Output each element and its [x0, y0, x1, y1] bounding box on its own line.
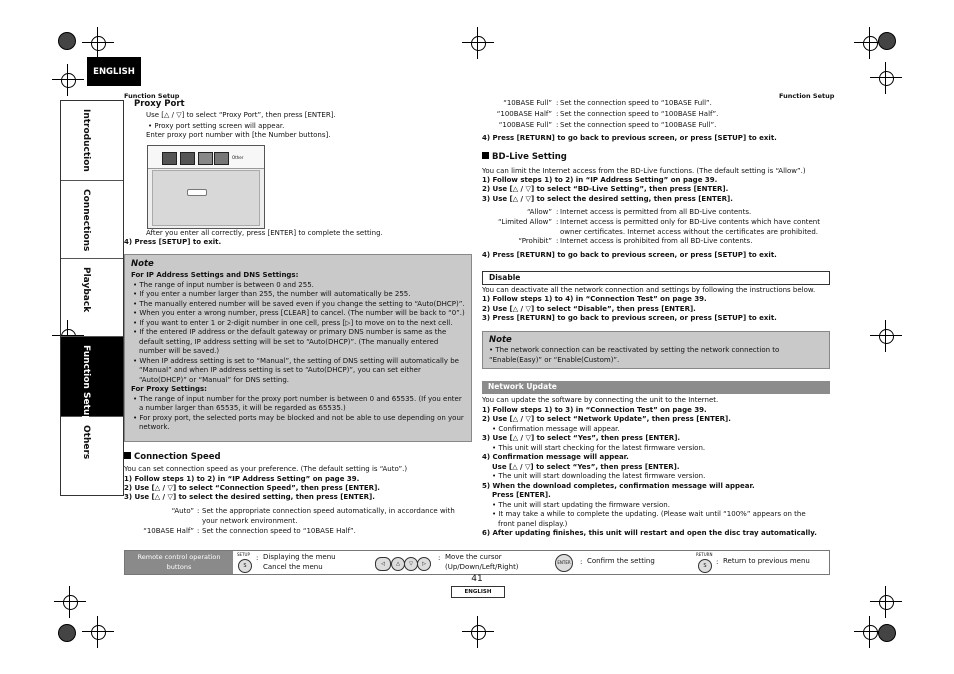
tab-introduction[interactable]: Introduction [61, 101, 123, 181]
cs-option-key: “100BASE Full” [498, 121, 552, 129]
proxy-port-enter: Enter proxy port number with [the Number buttons]. [146, 131, 331, 139]
tab-function-setup[interactable]: Function Setup [61, 337, 123, 417]
chapter-tabs [60, 100, 124, 496]
registration-mark-icon [88, 622, 108, 642]
note-subheading: For IP Address Settings and DNS Settings: [131, 271, 299, 279]
menu-icon [214, 152, 229, 165]
connection-speed-heading: Connection Speed [124, 452, 221, 462]
screen-other-label: Other [232, 155, 244, 160]
enter-button-icon: ENTER [555, 554, 573, 572]
colon: : [556, 121, 559, 129]
network-update-line: • The unit will start updating the firmware version. [492, 500, 670, 509]
bd-step: 1) Follow steps 1) to 2) in “IP Address Setting” on page 39. [482, 176, 718, 184]
note-item: • The manually entered number will be saved even if you change the setting to “Auto(DHCP)”. [133, 299, 465, 308]
bd-step4: 4) Press [RETURN] to go back to previous screen, or press [SETUP] to exit. [482, 251, 777, 259]
note-item: • The range of input number for the proxy port number is between 0 and 65535. (If you enter a number larger than 65535, it will be regarded as 65535.) [133, 394, 462, 412]
tab-others[interactable]: Others [81, 425, 91, 460]
disable-step: 1) Follow steps 1) to 4) in “Connection Test” on page 39. [482, 295, 707, 303]
network-update-line: • Confirmation message will appear. [492, 424, 620, 433]
network-update-line: You can update the software by connecting the unit to the Internet. [482, 396, 719, 404]
return-desc: Return to previous menu [723, 557, 810, 565]
disable-step: 3) Press [RETURN] to go back to previous screen, or press [SETUP] to exit. [482, 314, 777, 322]
cs-option-desc: Set the connection speed to “10BASE Full”. [560, 99, 712, 107]
note-item: • If you enter a number larger than 255, the number will automatically be 255. [133, 290, 411, 298]
registration-disc-icon [878, 32, 896, 50]
right-button-icon: ▷ [417, 557, 431, 571]
network-update-line: • The unit will start downloading the latest firmware version. [492, 472, 706, 480]
colon: : [556, 99, 559, 107]
bd-option-desc: Internet access is permitted only for BD-Live contents which have content owner certificates. Internet access without the certificates are prohibited. [560, 218, 820, 236]
bd-live-intro: You can limit the Internet access from the BD-Live functions. (The default setting is “Allow”.) [482, 167, 806, 175]
bd-step: 3) Use [△ / ▽] to select the desired setting, then press [ENTER]. [482, 195, 733, 203]
menu-icon [162, 152, 177, 165]
colon: : [556, 218, 559, 226]
menu-icon [180, 152, 195, 165]
note-item: • The range of input number is between 0 and 255. [133, 280, 314, 289]
registration-mark-icon [468, 33, 488, 53]
left-button-icon: ◁ [375, 557, 391, 571]
menu-icon [198, 152, 213, 165]
cs-option-desc: Set the connection speed to “10BASE Half”. [202, 527, 356, 535]
network-update-line: • It may take a while to complete the updating. (Please wait until “100%” appears on the front panel display.) [492, 510, 806, 528]
note-item: • If the entered IP address or the default gateway or primary DNS number is same as the default setting, IP address setting will be set to “Auto(DHCP)”. (The manually entered number will be saved.) [133, 328, 447, 355]
section-header-left: Function Setup [124, 92, 180, 100]
note-item: • If you want to enter 1 or 2-digit number in one cell, press [▷] to move on to the next cell. [133, 318, 453, 327]
bd-step: 2) Use [△ / ▽] to select “BD-Live Setting”, then press [ENTER]. [482, 185, 729, 193]
registration-mark-icon [58, 70, 78, 90]
return-button-icon: S [698, 559, 712, 573]
cs-option-desc: Set the connection speed to “100BASE Full”. [560, 121, 717, 129]
cs-step: 1) Follow steps 1) to 2) in “IP Address Setting” on page 39. [124, 475, 360, 483]
cs-step4: 4) Press [RETURN] to go back to previous screen, or press [SETUP] to exit. [482, 134, 777, 142]
network-update-line: 2) Use [△ / ▽] to select “Network Update”, then press [ENTER]. [482, 415, 731, 423]
screen-body [152, 170, 260, 226]
cs-option-key: “10BASE Half” [143, 527, 194, 535]
page-number: 41 [471, 574, 483, 584]
registration-mark-icon [876, 68, 896, 88]
return-button-label: RETURN [696, 552, 713, 557]
port-input-field [187, 189, 207, 196]
colon: : [197, 507, 200, 515]
bd-option-desc: Internet access is permitted from all BD-Live contents. [560, 208, 752, 216]
network-update-heading: Network Update [482, 381, 830, 394]
proxy-port-instruction: Use [△ / ▽] to select “Proxy Port”, then press [ENTER]. [146, 111, 336, 119]
registration-disc-icon [878, 624, 896, 642]
remote-operation-label: Remote control operation buttons [125, 551, 233, 574]
network-update-line: 6) After updating finishes, this unit will restart and open the disc tray automatically. [482, 529, 817, 537]
network-update-line: 1) Follow steps 1) to 3) in “Connection Test” on page 39. [482, 405, 707, 414]
cs-option-key: “100BASE Half” [496, 110, 552, 118]
setup-button-icon: S [238, 559, 252, 573]
registration-mark-icon [88, 33, 108, 53]
registration-mark-icon [860, 33, 880, 53]
connection-speed-intro: You can set connection speed as your preference. (The default setting is “Auto”.) [124, 465, 408, 473]
language-badge: ENGLISH [87, 57, 141, 86]
registration-mark-icon [468, 622, 488, 642]
network-update-line: Use [△ / ▽] to select “Yes”, then press [ENTER]. [492, 462, 680, 471]
note-subheading: For Proxy Settings: [131, 385, 207, 393]
colon: : [716, 558, 719, 566]
bd-option-desc: Internet access is prohibited from all BD-Live contents. [560, 237, 753, 245]
note-item: • When you enter a wrong number, press [CLEAR] to cancel. (The number will be back to “0”.) [133, 309, 465, 317]
proxy-port-screen-image [147, 145, 265, 229]
enter-desc: Confirm the setting [587, 557, 655, 565]
tab-connections[interactable]: Connections [61, 181, 123, 259]
proxy-port-step4: 4) Press [SETUP] to exit. [124, 238, 222, 246]
registration-mark-icon [876, 326, 896, 346]
setup-desc: Displaying the menu Cancel the menu [263, 553, 336, 571]
colon: : [438, 554, 441, 562]
cs-option-desc: Set the appropriate connection speed automatically, in accordance with your network environment. [202, 507, 455, 525]
cs-option-key: “10BASE Full” [503, 99, 552, 107]
setup-button-label: SETUP [237, 552, 250, 557]
colon: : [256, 554, 259, 562]
network-update-line: • This unit will start checking for the latest firmware version. [492, 443, 706, 452]
page-language: ENGLISH [451, 586, 505, 598]
remote-operation-bar [124, 550, 830, 575]
bd-live-heading: BD-Live Setting [482, 152, 567, 162]
network-update-line: 5) When the download completes, confirmation message will appear. [482, 481, 755, 490]
cs-option-key: “Auto” [171, 507, 194, 515]
note-item: • The network connection can be reactivated by setting the network connection to “Enable(Easy)” or “Enable(Custom)”. [489, 346, 780, 364]
registration-disc-icon [58, 32, 76, 50]
colon: : [556, 237, 559, 245]
registration-mark-icon [876, 592, 896, 612]
cursor-desc: Move the cursor (Up/Down/Left/Right) [445, 553, 519, 571]
colon: : [556, 110, 559, 118]
bd-option-key: “Allow” [526, 208, 552, 216]
square-bullet-icon [482, 152, 489, 159]
note-item: • When IP address setting is set to “Manual”, the setting of DNS setting will automatically be “Manual” and when IP address setting is set to “Auto(DHCP)”, you can set either “Auto(DHCP)” or “Manual” for DNS setting. [133, 356, 459, 384]
disable-step: 2) Use [△ / ▽] to select “Disable”, then press [ENTER]. [482, 305, 696, 313]
cs-option-desc: Set the connection speed to “100BASE Half”. [560, 110, 719, 118]
registration-mark-icon [60, 592, 80, 612]
note-box [482, 331, 830, 369]
proxy-port-bullet: • Proxy port setting screen will appear. [148, 122, 285, 130]
tab-playback[interactable]: Playback [61, 259, 123, 337]
network-update-line: Press [ENTER]. [492, 491, 551, 499]
network-update-line: 4) Confirmation message will appear. [482, 453, 629, 461]
registration-mark-icon [860, 622, 880, 642]
up-button-icon: △ [391, 557, 405, 571]
screen-menu-bar [148, 146, 264, 169]
registration-disc-icon [58, 624, 76, 642]
bd-option-key: “Limited Allow” [497, 218, 552, 226]
note-list [131, 281, 465, 386]
cs-step: 2) Use [△ / ▽] to select “Connection Speed”, then press [ENTER]. [124, 484, 380, 492]
colon: : [580, 558, 583, 566]
down-button-icon: ▽ [404, 557, 418, 571]
cursor-buttons-icon [375, 557, 429, 569]
network-update-list [482, 396, 822, 539]
cs-step: 3) Use [△ / ▽] to select the desired setting, then press [ENTER]. [124, 493, 375, 501]
square-bullet-icon [124, 452, 131, 459]
note-box [124, 254, 472, 442]
section-header-right: Function Setup [779, 92, 835, 100]
proxy-port-after: After you enter all correctly, press [ENTER] to complete the setting. [146, 229, 383, 237]
disable-intro: You can deactivate all the network connection and settings by following the instructions below. [482, 286, 816, 294]
note-title: Note [489, 335, 512, 345]
disable-heading: Disable [482, 271, 830, 285]
network-update-line: 3) Use [△ / ▽] to select “Yes”, then press [ENTER]. [482, 434, 681, 442]
bd-option-key: “Prohibit” [518, 237, 552, 245]
colon: : [556, 208, 559, 216]
note-list [131, 395, 465, 433]
note-item: • For proxy port, the selected ports may be blocked and not be able to use depending on your network. [133, 413, 464, 431]
proxy-port-heading: Proxy Port [134, 99, 185, 109]
note-title: Note [131, 259, 154, 269]
colon: : [197, 527, 200, 535]
